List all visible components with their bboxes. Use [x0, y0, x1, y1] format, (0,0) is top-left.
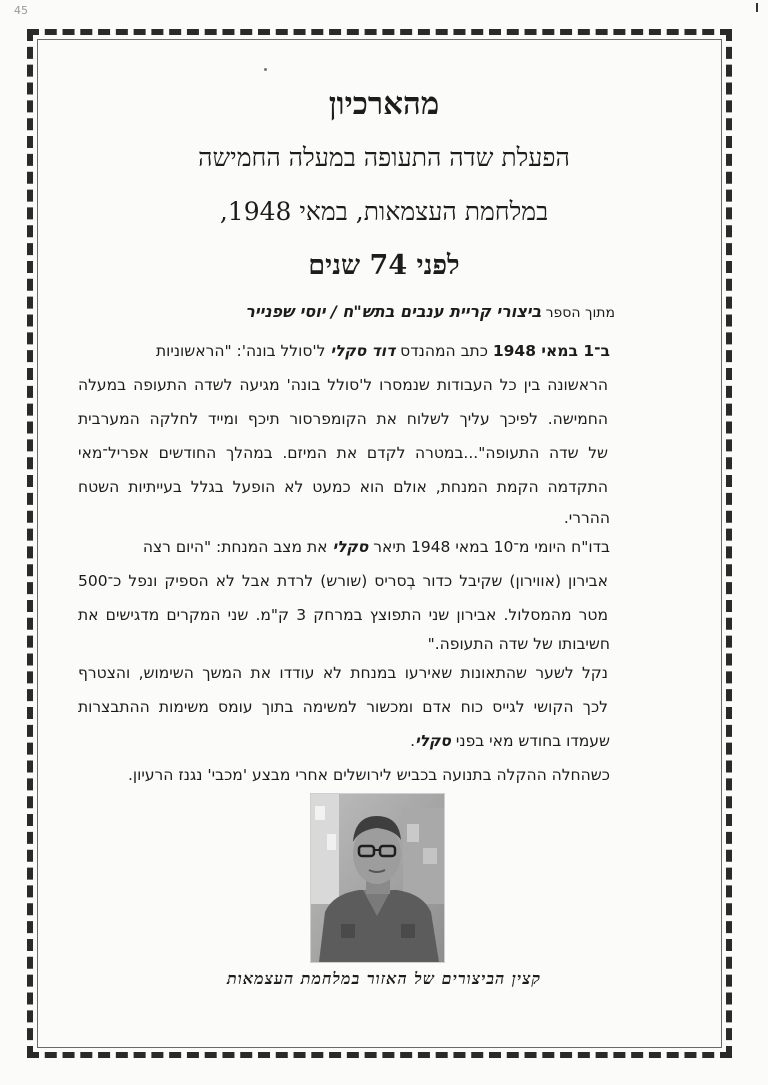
subtitle-line-2: במלחמת העצמאות, במאי 1948, [219, 197, 549, 226]
subtitle-line-1: הפעלת שדה התעופה במעלה החמישה [198, 143, 570, 172]
p3-line-1: נקל לשער שהתאונות שאירעו במנחת לא עודדו את המשך השימוש, והצטרף [78, 664, 608, 682]
p2-text-b: את מצב המנחת: "היום רצה [142, 538, 333, 556]
p1-line-5: התקדמה הקמת המנחת, אולם הוא כמעט לא הופעל בגלל בעייתיות השטח [78, 478, 608, 496]
p2-engineer-name: סקלי [332, 538, 369, 556]
portrait-image [311, 794, 444, 962]
p3-line-3 [410, 732, 610, 750]
p3-text-a: שעמדו בחודש מאי בפני [450, 732, 610, 750]
p1-text-a: כתב המהנדס [395, 342, 493, 360]
source-line [245, 302, 615, 321]
p1-line-3: החמישה. לפיכך עליך לשלוח את הקומפרסור תיכף ומייד לחלקה המערבית [78, 410, 608, 428]
source-book-title: ביצורי קריית ענבים בתש"ח / יוסי שפנייר [245, 302, 542, 321]
p3-line-2: לכך הקושי לגייס כוח אדם ומכשור למשימה בתוך עומס משימות ההתבצרות [78, 698, 608, 716]
p1-engineer-name: דוד סקלי [330, 342, 396, 360]
engineer-photo [310, 793, 445, 963]
p1-line-2: הראשונה בין כל העבודות שנמסרו ל'סולל בונה' מגיעה לשדה התעופה במעלה [78, 376, 608, 394]
p1-line-6: ההררי. [563, 509, 610, 527]
p2-line-2: אבירון (אווירון) שקיבל כדור בְסריס (שורש) לרדת אבל לא הספיק ונפל כ־500 [78, 572, 608, 590]
page-title: מהארכיון [328, 86, 440, 122]
p1-text-b: ל'סולל בונה': "הראשוניות [155, 342, 331, 360]
p1-line-1 [156, 342, 610, 360]
p3-text-b: . [410, 732, 416, 750]
edge-mark [756, 3, 758, 12]
source-prefix: מתוך הספר [545, 305, 615, 321]
years-ago-heading: לפני 74 שנים [308, 250, 460, 281]
p1-line-4: של שדה התעופה"...במטרה לקדם את המיזם. במהלך החודשים אפריל־מאי [78, 444, 608, 462]
p2-text-a: בדו"ח היומי מ־10 במאי 1948 תיאר [368, 538, 610, 556]
p3-engineer-name: סקלי [415, 732, 451, 750]
page-number: 45 [14, 4, 28, 17]
p2-line-4: חשיבותו של שדה התעופה." [427, 635, 610, 653]
p4-line-1: כשהחלה ההקלה בתנועה בכביש לירושלים אחרי מבצע 'מכבי' נגנז הרעיון. [127, 766, 610, 784]
photo-caption: קצין הביצורים של האזור במלחמת העצמאות [226, 969, 542, 988]
p2-line-1 [143, 538, 610, 556]
scan-speck [264, 68, 267, 71]
p1-date: ב־1 במאי 1948 [492, 342, 610, 360]
p2-line-3: מטר מהמסלול. אבירון שני התפוצץ במרחק 3 ק"מ. שני המקרים מדגישים את [78, 606, 608, 624]
